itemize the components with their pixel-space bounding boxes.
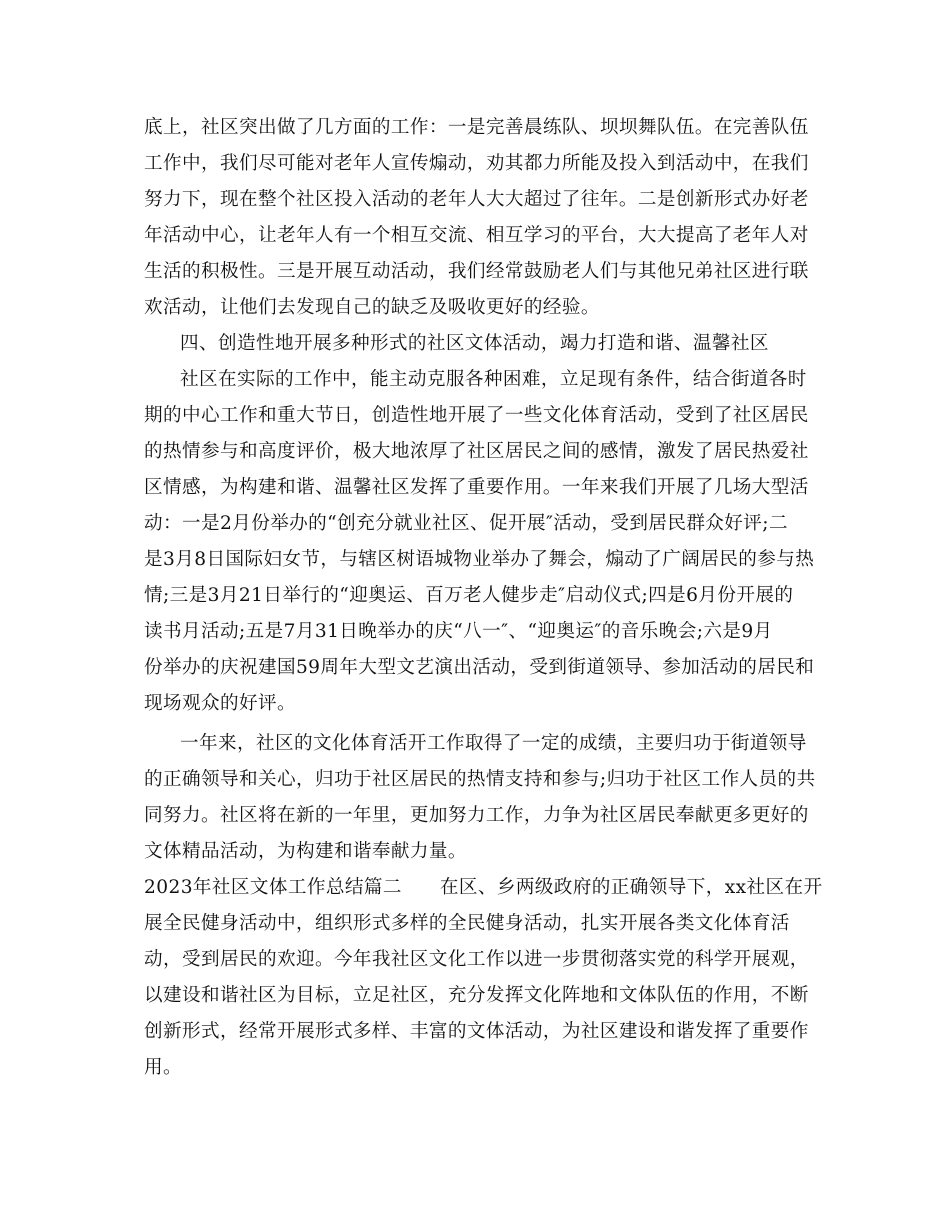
text-line: 期的中心工作和重大节日，创造性地开展了一些文化体育活动，受到了社区居民	[144, 405, 809, 426]
text-line: 年活动中心，让老年人有一个相互交流、相互学习的平台，大大提高了老年人对	[144, 225, 809, 246]
text-line: 情;三是3月21日举行的“迎奥运、百万老人健步走″启动仪式;四是6月份开展的	[144, 585, 794, 606]
text-line: 是3月8日国际妇女节，与辖区树语城物业举办了舞会，煽动了广阔居民的参与热	[144, 549, 815, 570]
text-line: 以建设和谐社区为目标，立足社区，充分发挥文化阵地和文体队伍的作用，不断	[144, 985, 809, 1006]
text-line: 社区在实际的工作中，能主动克服各种困难，立足现有条件，结合街道各时	[180, 369, 807, 390]
section-heading: 四、创造性地开展多种形式的社区文体活动，竭力打造和谐、温馨社区	[180, 333, 769, 354]
text-line: 动，受到居民的欢迎。今年我社区文化工作以进一步贯彻落实党的科学开展观，	[144, 949, 809, 970]
text-line: 现场观众的好评。	[144, 693, 296, 714]
text-line: 努力下，现在整个社区投入活动的老年人大大超过了往年。二是创新形式办好老	[144, 189, 809, 210]
text-line: 展全民健身活动中，组织形式多样的全民健身活动，扎实开展各类文化体育活	[144, 913, 790, 934]
text-line: 欢活动，让他们去发现自己的缺乏及吸收更好的经验。	[144, 297, 600, 318]
text-line: 工作中，我们尽可能对老年人宣传煽动，劝其都力所能及投入到活动中，在我们	[144, 153, 809, 174]
text-line: 生活的积极性。三是开展互动活动，我们经常鼓励老人们与其他兄弟社区进行联	[144, 261, 809, 282]
text-line: 底上，社区突出做了几方面的工作：一是完善晨练队、坝坝舞队伍。在完善队伍	[144, 117, 809, 138]
text-line: 区情感，为构建和谐、温馨社区发挥了重要作用。一年来我们开展了几场大型活	[144, 477, 809, 498]
text-line: 同努力。社区将在新的一年里，更加努力工作，力争为社区居民奉献更多更好的	[144, 805, 809, 826]
text-line: 创新形式，经常开展形式多样、丰富的文体活动，为社区建设和谐发挥了重要作	[144, 1021, 809, 1042]
text-line: 份举办的庆祝建国59周年大型文艺演出活动，受到街道领导、参加活动的居民和	[144, 657, 815, 678]
article-title-line: 2023年社区文体工作总结篇二 在区、乡两级政府的正确领导下，xx社区在开	[144, 877, 823, 898]
text-line: 读书月活动;五是7月31日晚举办的庆“八一″、“迎奥运″的音乐晚会;六是9月	[144, 621, 773, 642]
text-line: 一年来，社区的文化体育活开工作取得了一定的成绩，主要归功于街道领导	[180, 733, 807, 754]
text-line: 文体精品活动，为构建和谐奉献力量。	[144, 841, 467, 862]
text-line: 动：一是2月份举办的“创充分就业社区、促开展″活动，受到居民群众好评;二	[144, 513, 788, 534]
text-line: 用。	[144, 1057, 182, 1078]
text-line: 的热情参与和高度评价，极大地浓厚了社区居民之间的感情，激发了居民热爱社	[144, 441, 809, 462]
text-line: 的正确领导和关心，归功于社区居民的热情支持和参与;归功于社区工作人员的共	[144, 769, 816, 790]
